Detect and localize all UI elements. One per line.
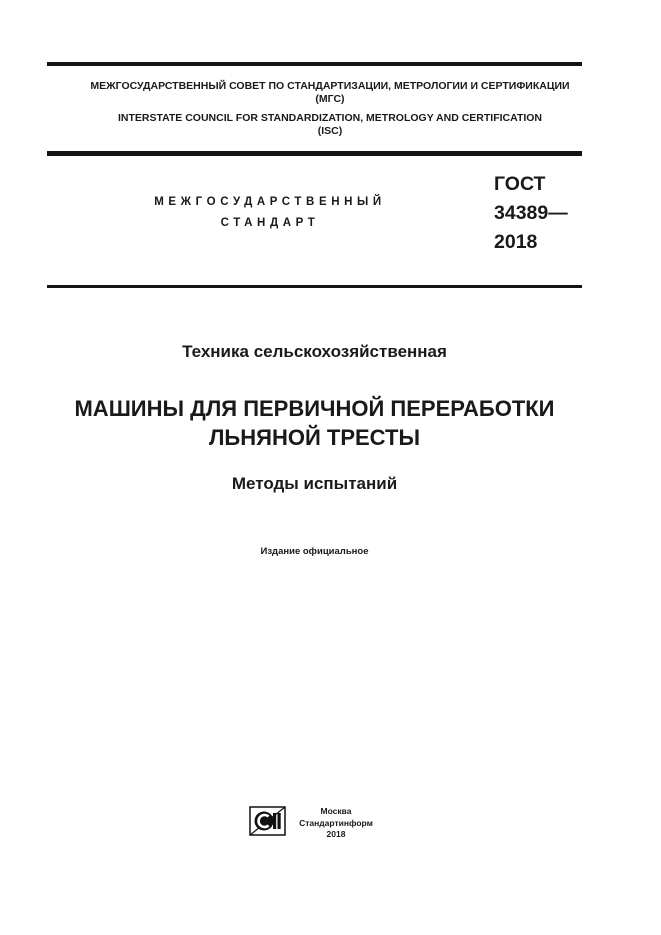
council-name-ru [47,80,613,106]
publisher-city: Москва [320,806,352,816]
standard-type-line2: СТАНДАРТ [220,217,320,229]
council-ru-line2: (МГС) [315,93,345,105]
top-divider [47,62,582,66]
publisher-year: 2018 [326,829,346,839]
council-name-en [47,112,613,138]
publisher-name: Стандартинформ [299,817,373,828]
council-ru-line1: МЕЖГОСУДАРСТВЕННЫЙ СОВЕТ ПО СТАНДАРТИЗАЦИИ, МЕТРОЛОГИИ И СЕРТИФИКАЦИИ [90,80,570,92]
document-title-line2: ЛЬНЯНОЙ ТРЕСТЫ [209,425,420,450]
gost-year: 2018 [494,231,538,253]
gost-designation [494,170,568,257]
document-title [47,394,582,452]
middle-divider [47,151,582,156]
document-subtitle: Методы испытаний [231,474,398,493]
gost-label: ГОСТ [494,173,546,195]
council-en-line2: (ISC) [317,125,343,137]
gost-number: 34389— [494,202,568,224]
document-subject: Техника сельскохозяйственная [182,342,447,361]
bottom-divider [47,285,582,288]
standartinform-logo-icon [249,806,286,836]
edition-label: Издание официальное [260,546,369,557]
document-title-line1: МАШИНЫ ДЛЯ ПЕРВИЧНОЙ ПЕРЕРАБОТКИ [74,396,555,421]
publisher-info [296,806,376,841]
council-en-line1: INTERSTATE COUNCIL FOR STANDARDIZATION, METROLOGY AND CERTIFICATION [117,112,543,124]
standard-type-line1: МЕЖГОСУДАРСТВЕННЫЙ [154,196,386,208]
standard-type [110,192,430,234]
